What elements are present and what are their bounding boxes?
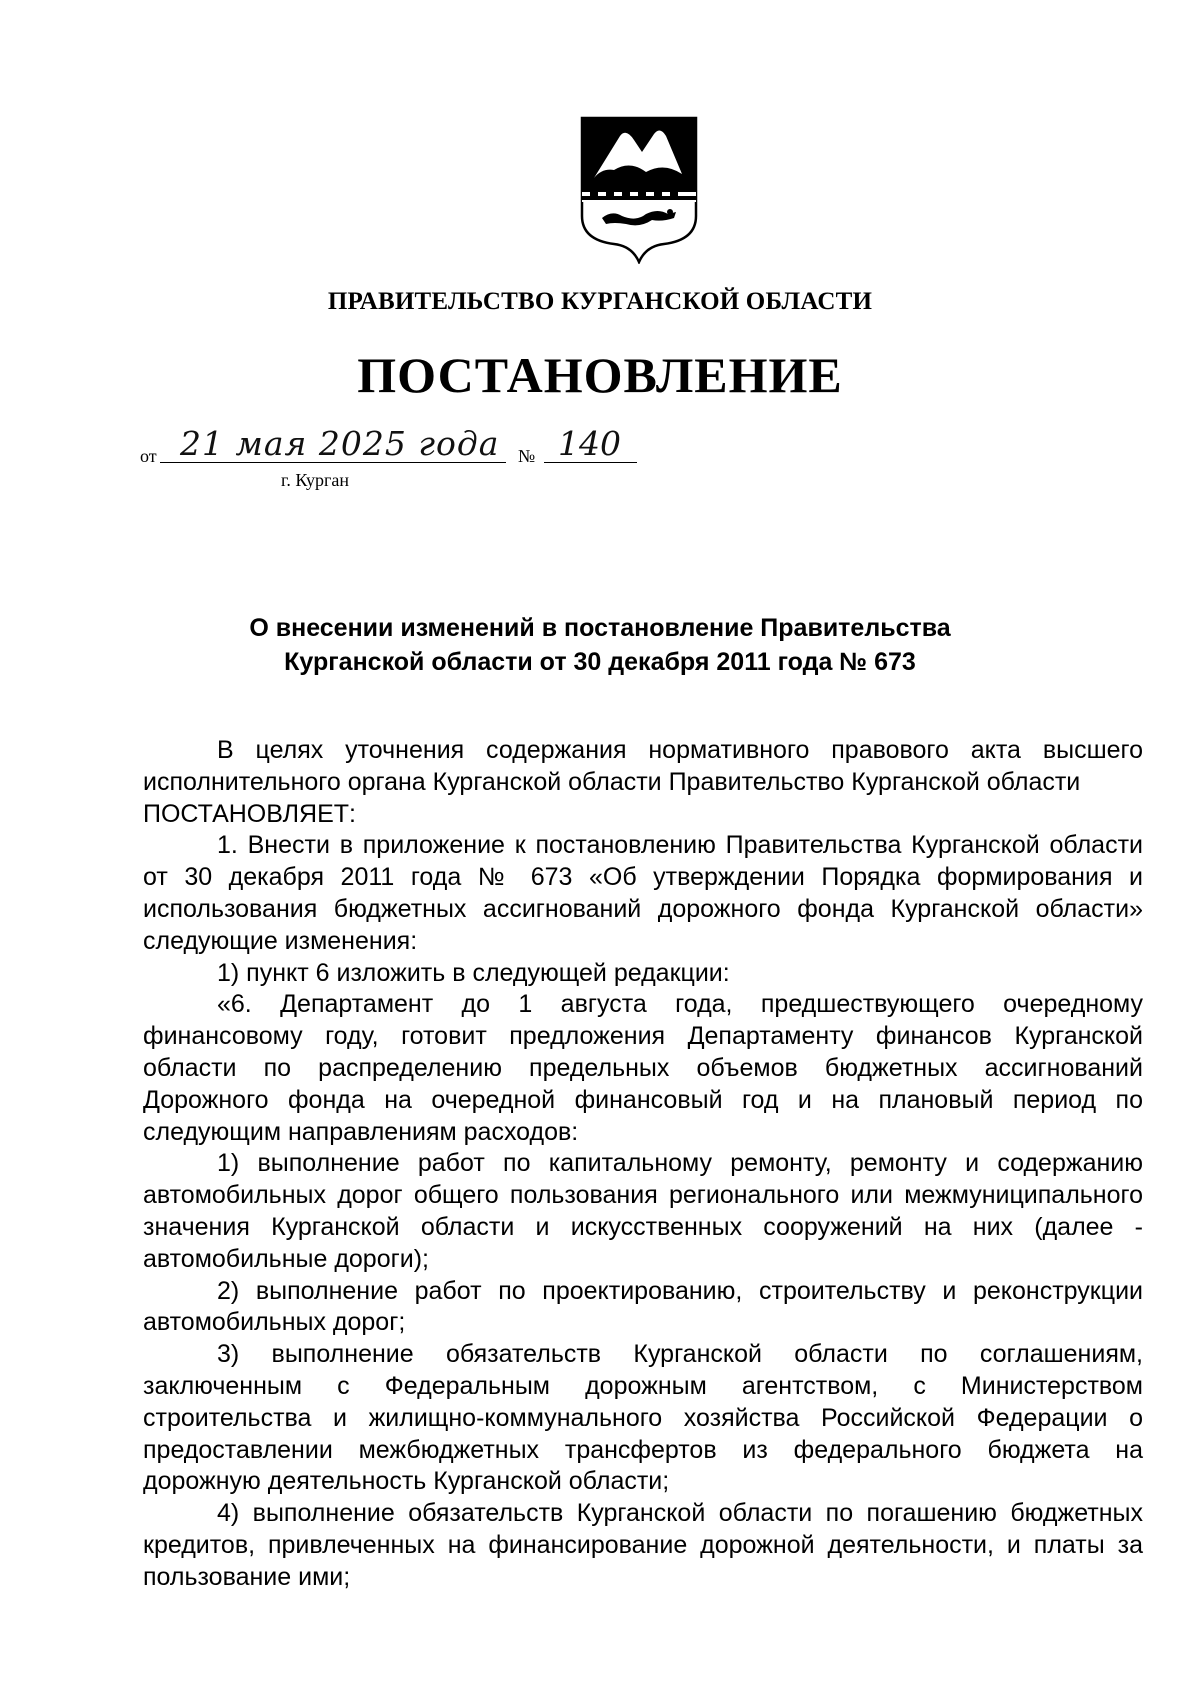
handwritten-number: 140 [558, 424, 621, 463]
handwritten-date: 21 мая 2025 года [180, 424, 500, 463]
title-line-2: Курганской области от 30 декабря 2011 года № 673 [284, 648, 916, 676]
body-paragraph-6: 1) выполнение работ по капитальному ремонту, ремонту и содержанию автомобильных дорог общего пользования регионального или межмуниципального значения Курганской области и искусственных сооружений на них (далее - автомобильные дороги); [143, 1149, 1143, 1273]
body-paragraph-9: 4) выполнение обязательств Курганской области по погашению бюджетных кредитов, привлеченных на финансирование дорожной деятельности, и платы за пользование ими; [143, 1499, 1143, 1591]
body-paragraph-8: 3) выполнение обязательств Курганской области по соглашениям, заключенным с Федеральным дорожным агентством, с Министерством строительства и жилищно-коммунального хозяйства Российской Федерации о предоставлении межбюджетных трансфертов из федерального бюджета на дорожную деятельность Курганской области; [143, 1340, 1143, 1496]
date-prefix: от [140, 446, 157, 466]
body-paragraph-1: В целях уточнения содержания нормативного правового акта высшего исполнительного органа Курганской области Правительство Курганской области [143, 736, 1143, 796]
body-paragraph-2: ПОСТАНОВЛЯЕТ: [143, 799, 357, 828]
city-label: г. Курган [281, 470, 350, 490]
number-prefix: № [518, 446, 536, 466]
coat-of-arms-emblem [576, 112, 702, 264]
body-paragraph-3: 1. Внести в приложение к постановлению Правительства Курганской области от 30 декабря 2011 года № 673 «Об утверждении Порядка формирования и использования бюджетных ассигнований дорожного фонда Курганской области» следующие изменения: [143, 831, 1143, 955]
number-underline [544, 462, 637, 463]
document-type: ПОСТАНОВЛЕНИЕ [357, 347, 843, 403]
body-paragraph-4: 1) пункт 6 изложить в следующей редакции: [217, 958, 730, 987]
title-line-1: О внесении изменений в постановление Правительства [249, 614, 951, 642]
body-paragraph-5: «6. Департамент до 1 августа года, предшествующего очередному финансовому году, готовит предложения Департаменту финансов Курганской области по распределению предельных объемов бюджетных ассигнований Дорожного фонда на очередной финансовый год и на плановый период по следующим направлениям расходов: [143, 990, 1143, 1146]
date-underline [160, 462, 506, 463]
body-paragraph-7: 2) выполнение работ по проектированию, строительству и реконструкции автомобильных дорог; [143, 1276, 1143, 1337]
document-body [143, 735, 1143, 1594]
government-name: ПРАВИТЕЛЬСТВО КУРГАНСКОЙ ОБЛАСТИ [327, 288, 873, 315]
document-title [200, 611, 1000, 679]
